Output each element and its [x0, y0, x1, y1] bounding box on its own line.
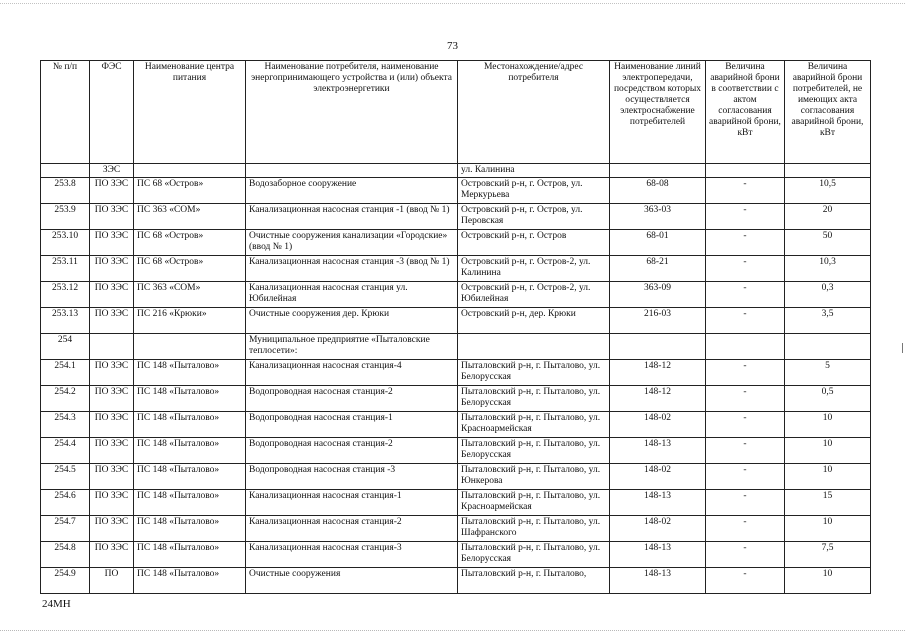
- cell-num: 253.10: [41, 230, 90, 256]
- cell-address: Островский р-н, г. Остров, ул. Перовская: [458, 204, 610, 230]
- cell-consumer: Водопроводная насосная станция-2: [246, 438, 458, 464]
- cell-reserve-no-act: 0,3: [785, 282, 871, 308]
- cell-reserve-act: -: [706, 568, 785, 594]
- cell-line: 148-02: [610, 516, 706, 542]
- header-address: Местонахождение/адрес потребителя: [458, 61, 610, 164]
- cell-center: ПС 148 «Пыталово»: [134, 464, 246, 490]
- cell-reserve-act: -: [706, 412, 785, 438]
- cell-fes: ПО ЗЭС: [90, 412, 134, 438]
- cell-line: 148-12: [610, 360, 706, 386]
- cell-center: ПС 148 «Пыталово»: [134, 412, 246, 438]
- cell-line: 68-21: [610, 256, 706, 282]
- cell-reserve-act: [706, 164, 785, 178]
- cell-address: Пыталовский р-н, г. Пыталово, ул. Белорусская: [458, 542, 610, 568]
- cell-center: ПС 68 «Остров»: [134, 178, 246, 204]
- cell-reserve-no-act: 10,5: [785, 178, 871, 204]
- table-row: [41, 282, 871, 308]
- cell-address: Пыталовский р-н, г. Пыталово, ул. Белорусская: [458, 360, 610, 386]
- cell-reserve-no-act: [785, 164, 871, 178]
- cell-line: 148-02: [610, 412, 706, 438]
- cell-reserve-no-act: 10: [785, 568, 871, 594]
- cell-num: 254.6: [41, 490, 90, 516]
- cell-num: 254: [41, 334, 90, 360]
- table-row: [41, 178, 871, 204]
- cell-num: 254.4: [41, 438, 90, 464]
- cell-line: 148-13: [610, 438, 706, 464]
- cell-fes: ПО ЗЭС: [90, 490, 134, 516]
- cell-reserve-act: [706, 334, 785, 360]
- cell-center: ПС 148 «Пыталово»: [134, 568, 246, 594]
- cell-reserve-act: -: [706, 464, 785, 490]
- cell-consumer: Очистные сооружения канализации «Городские» (ввод № 1): [246, 230, 458, 256]
- cell-line: 148-13: [610, 490, 706, 516]
- cell-reserve-no-act: 20: [785, 204, 871, 230]
- cell-num: 254.8: [41, 542, 90, 568]
- cell-center: ПС 148 «Пыталово»: [134, 490, 246, 516]
- cell-line: 363-03: [610, 204, 706, 230]
- cell-center: ПС 148 «Пыталово»: [134, 360, 246, 386]
- header-reserve-no-act: Величина аварийной брони потребителей, не имеющих акта согласования аварийной брони, кВт: [785, 61, 871, 164]
- cell-fes: ПО ЗЭС: [90, 178, 134, 204]
- cell-num: 253.11: [41, 256, 90, 282]
- cell-fes: ПО ЗЭС: [90, 282, 134, 308]
- cell-num: 254.9: [41, 568, 90, 594]
- header-line: Наименование линий электропередачи, посредством которых осуществляется электроснабжение потребителей: [610, 61, 706, 164]
- cell-fes: ПО ЗЭС: [90, 438, 134, 464]
- cell-fes: ПО ЗЭС: [90, 256, 134, 282]
- cell-consumer: Водопроводная насосная станция -3: [246, 464, 458, 490]
- cell-reserve-no-act: 15: [785, 490, 871, 516]
- cell-reserve-no-act: 0,5: [785, 386, 871, 412]
- cell-address: [458, 334, 610, 360]
- page-number: 73: [447, 40, 458, 52]
- cell-center: ПС 68 «Остров»: [134, 230, 246, 256]
- header-num: № п/п: [41, 61, 90, 164]
- cell-num: 254.5: [41, 464, 90, 490]
- table-row: [41, 490, 871, 516]
- table-row: [41, 438, 871, 464]
- cell-consumer: Канализационная насосная станция-3: [246, 542, 458, 568]
- cell-consumer: Канализационная насосная станция-2: [246, 516, 458, 542]
- cell-consumer: Очистные сооружения дер. Крюки: [246, 308, 458, 334]
- cell-reserve-act: -: [706, 386, 785, 412]
- table-header-row: [41, 61, 871, 164]
- cell-fes: [90, 334, 134, 360]
- cell-address: Островский р-н, дер. Крюки: [458, 308, 610, 334]
- cell-num: [41, 164, 90, 178]
- cell-fes: ПО ЗЭС: [90, 204, 134, 230]
- cell-center: ПС 363 «СОМ»: [134, 282, 246, 308]
- cell-center: [134, 164, 246, 178]
- cell-fes: ПО ЗЭС: [90, 386, 134, 412]
- cell-center: ПС 148 «Пыталово»: [134, 542, 246, 568]
- cell-address: Пыталовский р-н, г. Пыталово,: [458, 568, 610, 594]
- footer-code: 24МН: [42, 598, 71, 610]
- cell-line: 68-01: [610, 230, 706, 256]
- table-row: [41, 386, 871, 412]
- header-reserve-act: Величина аварийной брони в соответствии с актом согласования аварийной брони, кВт: [706, 61, 785, 164]
- cell-address: Островский р-н, г. Остров-2, ул. Юбилейная: [458, 282, 610, 308]
- cell-consumer: Водопроводная насосная станция-1: [246, 412, 458, 438]
- scan-artifact-top: [0, 3, 905, 6]
- cell-num: 253.8: [41, 178, 90, 204]
- cell-reserve-no-act: 50: [785, 230, 871, 256]
- cell-num: 253.9: [41, 204, 90, 230]
- cell-line: 148-13: [610, 542, 706, 568]
- cell-num: 254.1: [41, 360, 90, 386]
- cell-consumer: Канализационная насосная станция -3 (ввод № 1): [246, 256, 458, 282]
- table-row: [41, 568, 871, 594]
- scan-artifact-bottom: [0, 630, 905, 633]
- cell-line: 148-12: [610, 386, 706, 412]
- cell-reserve-act: -: [706, 204, 785, 230]
- cell-num: 253.13: [41, 308, 90, 334]
- cell-line: 216-03: [610, 308, 706, 334]
- cell-reserve-no-act: [785, 334, 871, 360]
- cell-fes: ПО: [90, 568, 134, 594]
- table-row: [41, 204, 871, 230]
- cell-address: ул. Калинина: [458, 164, 610, 178]
- table-row: [41, 334, 871, 360]
- table-row: [41, 360, 871, 386]
- table-row: [41, 542, 871, 568]
- cell-fes: ПО ЗЭС: [90, 308, 134, 334]
- cell-consumer: Муниципальное предприятие «Пыталовские теплосети»:: [246, 334, 458, 360]
- cell-address: Островский р-н, г. Остров-2, ул. Калинина: [458, 256, 610, 282]
- cell-address: Пыталовский р-н, г. Пыталово, ул. Белорусская: [458, 386, 610, 412]
- table-row: [41, 516, 871, 542]
- table-row: [41, 464, 871, 490]
- cell-num: 254.7: [41, 516, 90, 542]
- header-consumer: Наименование потребителя, наименование энергопринимающего устройства и (или) объекта электроэнергетики: [246, 61, 458, 164]
- cell-reserve-act: -: [706, 178, 785, 204]
- cell-reserve-act: -: [706, 490, 785, 516]
- reserve-table: [40, 60, 871, 594]
- cell-line: [610, 334, 706, 360]
- cell-reserve-no-act: 10: [785, 412, 871, 438]
- header-fes: ФЭС: [90, 61, 134, 164]
- cell-fes: ПО ЗЭС: [90, 464, 134, 490]
- cell-fes: ПО ЗЭС: [90, 516, 134, 542]
- cell-address: Островский р-н, г. Остров: [458, 230, 610, 256]
- cell-address: Пыталовский р-н, г. Пыталово, ул. Белорусская: [458, 438, 610, 464]
- header-center: Наименование центра питания: [134, 61, 246, 164]
- cell-num: 253.12: [41, 282, 90, 308]
- cell-consumer: [246, 164, 458, 178]
- cell-center: ПС 363 «СОМ»: [134, 204, 246, 230]
- cell-reserve-act: -: [706, 542, 785, 568]
- cell-reserve-act: -: [706, 282, 785, 308]
- cell-reserve-no-act: 10: [785, 516, 871, 542]
- cell-center: ПС 148 «Пыталово»: [134, 386, 246, 412]
- table-row: [41, 308, 871, 334]
- cell-reserve-act: -: [706, 308, 785, 334]
- cell-reserve-no-act: 7,5: [785, 542, 871, 568]
- cell-line: 148-02: [610, 464, 706, 490]
- cell-reserve-act: -: [706, 438, 785, 464]
- table-row: [41, 230, 871, 256]
- cell-fes: ПО ЗЭС: [90, 542, 134, 568]
- cell-center: ПС 216 «Крюки»: [134, 308, 246, 334]
- cell-reserve-act: -: [706, 516, 785, 542]
- cell-fes: ЗЭС: [90, 164, 134, 178]
- table-row: [41, 256, 871, 282]
- cell-reserve-no-act: 3,5: [785, 308, 871, 334]
- cell-address: Пыталовский р-н, г. Пыталово, ул. Юнкерова: [458, 464, 610, 490]
- cell-consumer: Водозаборное сооружение: [246, 178, 458, 204]
- cell-line: 148-13: [610, 568, 706, 594]
- cell-consumer: Канализационная насосная станция -1 (ввод № 1): [246, 204, 458, 230]
- cell-reserve-act: -: [706, 230, 785, 256]
- cell-center: ПС 148 «Пыталово»: [134, 516, 246, 542]
- cell-reserve-act: -: [706, 256, 785, 282]
- cell-consumer: Канализационная насосная станция ул. Юбилейная: [246, 282, 458, 308]
- cell-consumer: Канализационная насосная станция-4: [246, 360, 458, 386]
- cell-consumer: Водопроводная насосная станция-2: [246, 386, 458, 412]
- cell-reserve-act: -: [706, 360, 785, 386]
- cell-num: 254.3: [41, 412, 90, 438]
- scan-artifact-mark: [902, 343, 903, 353]
- cell-address: Пыталовский р-н, г. Пыталово, ул. Шафранского: [458, 516, 610, 542]
- cell-line: 363-09: [610, 282, 706, 308]
- cell-center: [134, 334, 246, 360]
- cell-reserve-no-act: 10,3: [785, 256, 871, 282]
- cell-fes: ПО ЗЭС: [90, 230, 134, 256]
- cell-reserve-no-act: 10: [785, 438, 871, 464]
- cell-address: Островский р-н, г. Остров, ул. Меркурьева: [458, 178, 610, 204]
- table-row: [41, 412, 871, 438]
- cell-num: 254.2: [41, 386, 90, 412]
- cell-reserve-no-act: 10: [785, 464, 871, 490]
- cell-reserve-no-act: 5: [785, 360, 871, 386]
- cell-address: Пыталовский р-н, г. Пыталово, ул. Красноармейская: [458, 490, 610, 516]
- cell-consumer: Канализационная насосная станция-1: [246, 490, 458, 516]
- cell-center: ПС 148 «Пыталово»: [134, 438, 246, 464]
- cell-address: Пыталовский р-н, г. Пыталово, ул. Красноармейская: [458, 412, 610, 438]
- cell-center: ПС 68 «Остров»: [134, 256, 246, 282]
- table-row: [41, 164, 871, 178]
- cell-line: 68-08: [610, 178, 706, 204]
- cell-line: [610, 164, 706, 178]
- cell-fes: ПО ЗЭС: [90, 360, 134, 386]
- cell-consumer: Очистные сооружения: [246, 568, 458, 594]
